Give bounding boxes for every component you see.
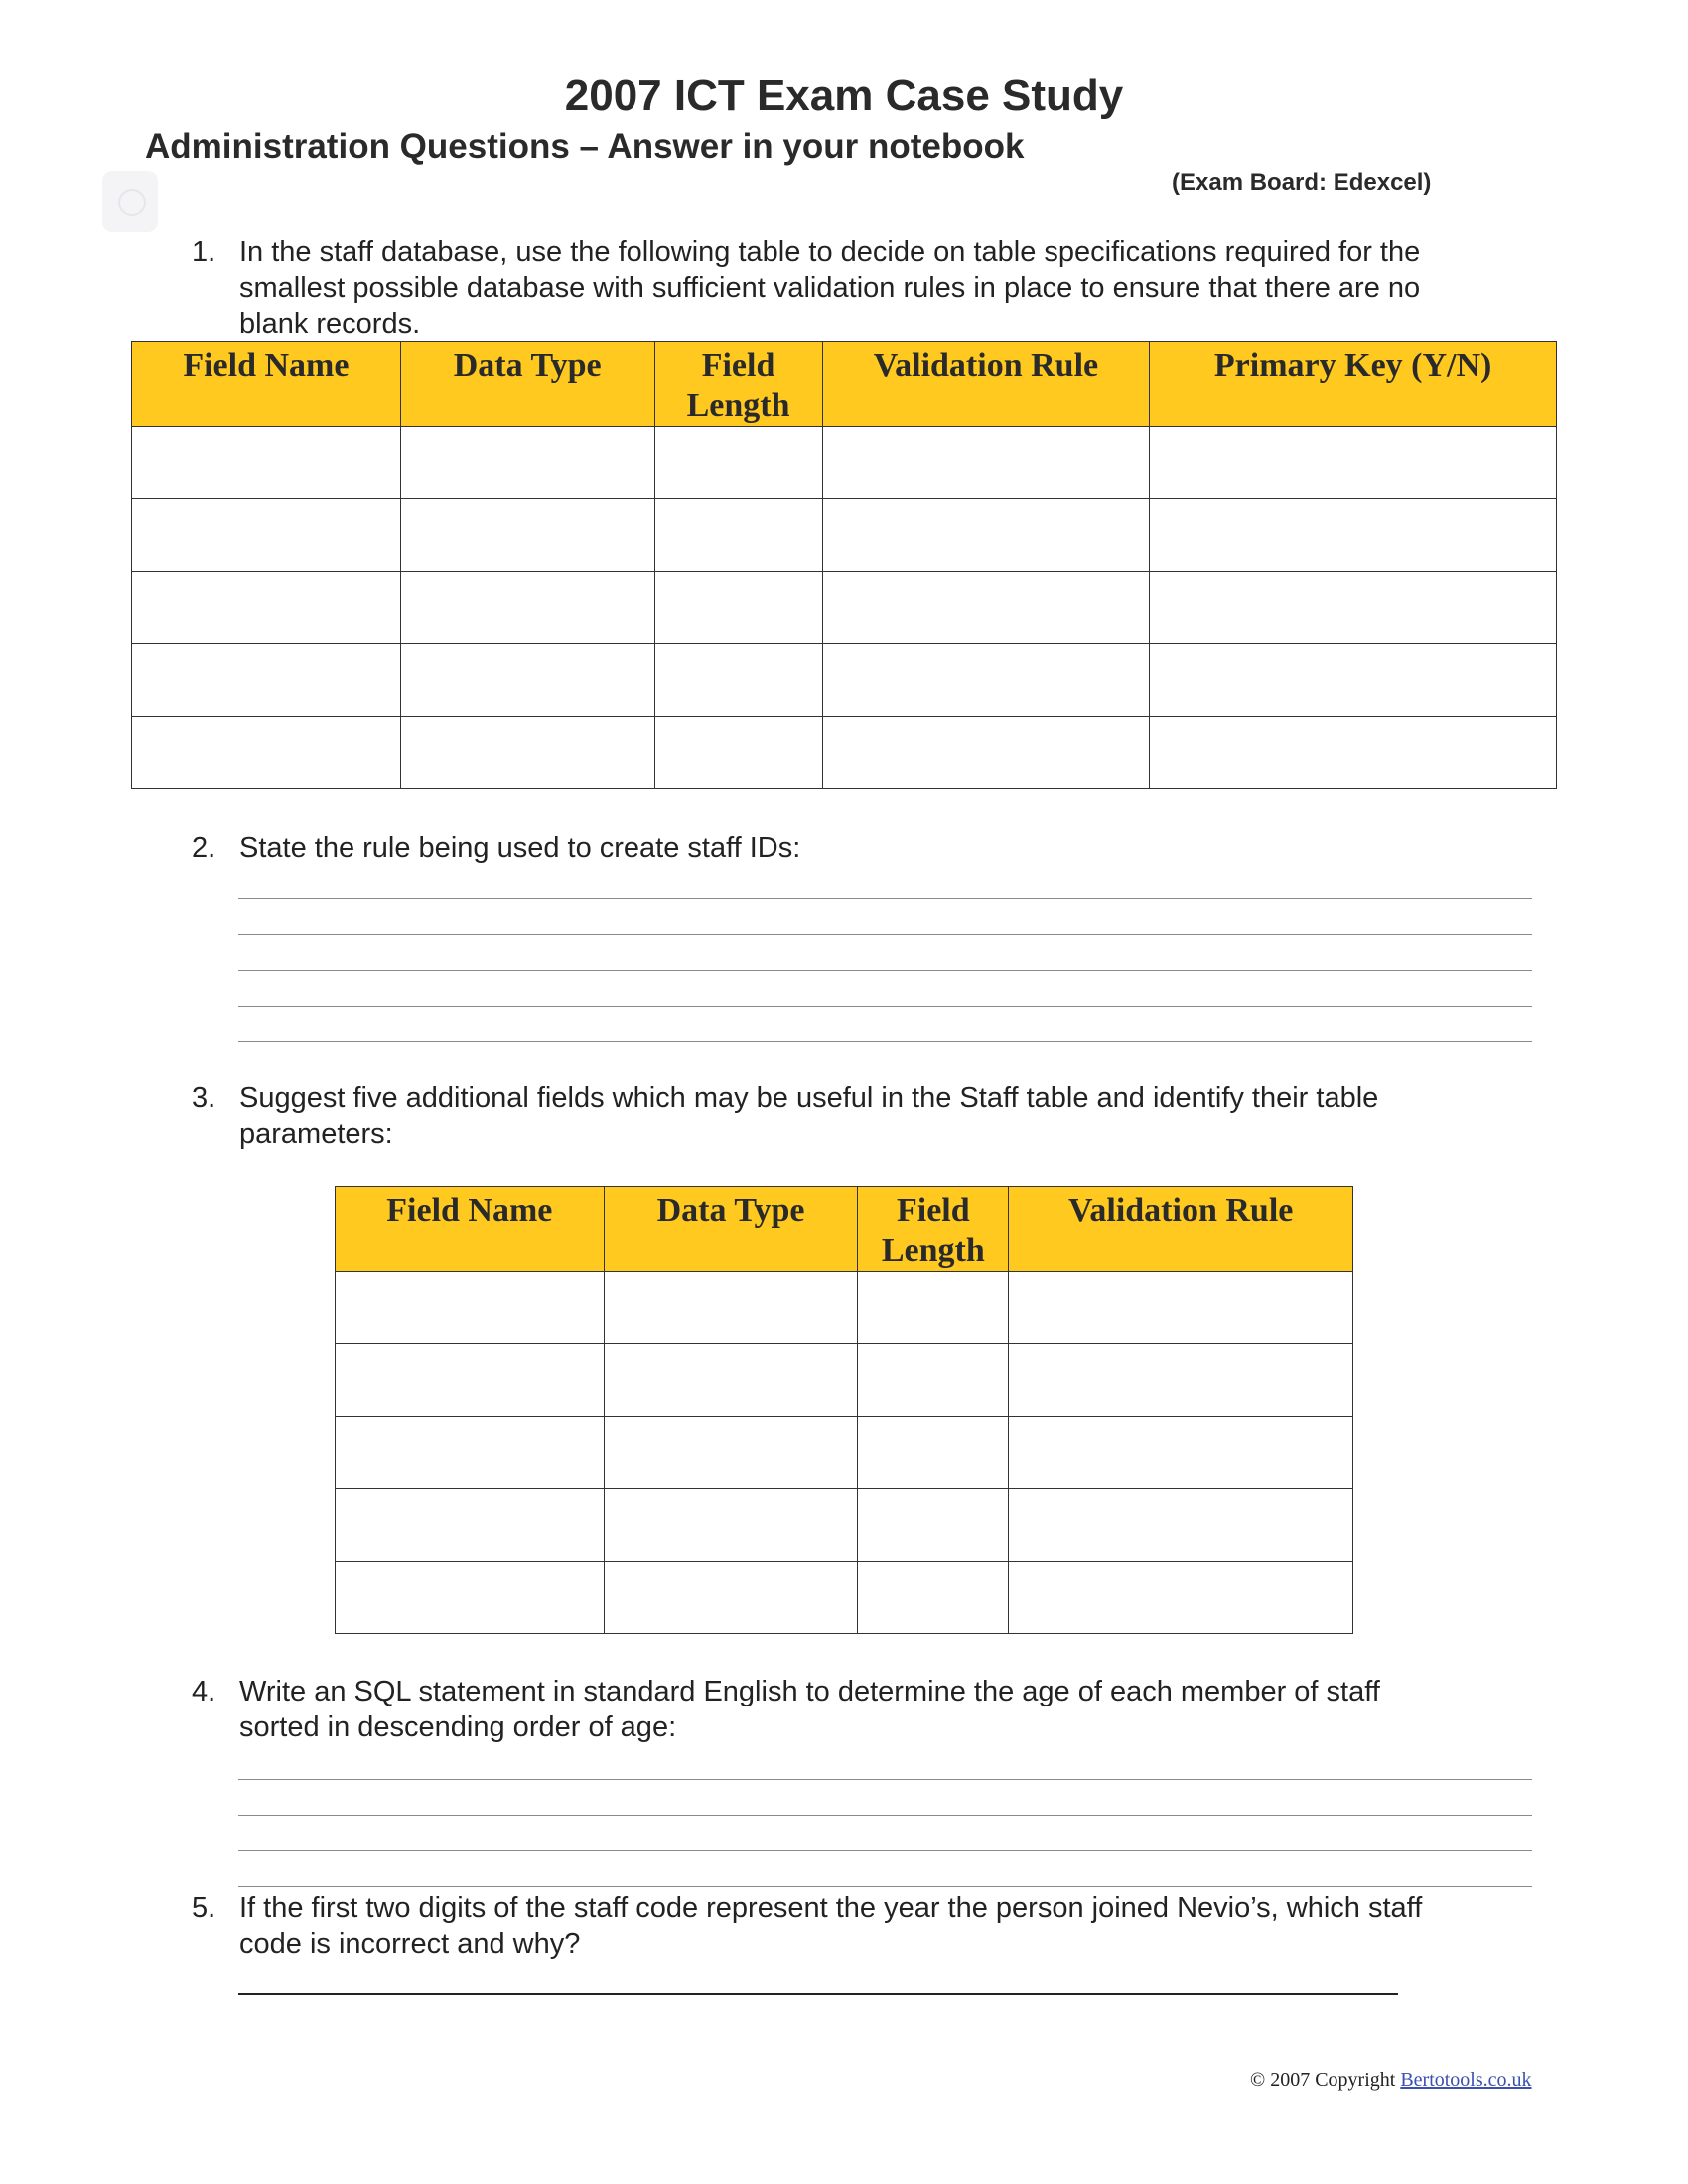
answer-line[interactable] — [238, 1850, 1532, 1851]
column-header-field-name: Field Name — [336, 1187, 605, 1272]
question-line: If the first two digits of the staff code represent the year the person joined Nevio’s, which staff — [239, 1892, 1423, 1924]
table-cell[interactable] — [1150, 717, 1557, 789]
table-cell[interactable] — [654, 499, 822, 572]
table-cell[interactable] — [822, 427, 1150, 499]
answer-line[interactable] — [238, 934, 1532, 935]
table-row — [132, 644, 1557, 717]
table-cell[interactable] — [604, 1417, 858, 1489]
table-header-row — [132, 342, 1557, 427]
table-cell[interactable] — [858, 1344, 1009, 1417]
column-header-field-length: Field Length — [654, 342, 822, 427]
table-cell[interactable] — [1009, 1489, 1353, 1562]
table-row — [336, 1272, 1353, 1344]
answer-line[interactable] — [238, 1993, 1398, 1995]
table-cell[interactable] — [604, 1562, 858, 1634]
question-2 — [192, 830, 1562, 870]
answer-line[interactable] — [238, 1041, 1532, 1042]
table-cell[interactable] — [604, 1344, 858, 1417]
question-line: sorted in descending order of age: — [239, 1711, 677, 1743]
table-cell[interactable] — [132, 427, 401, 499]
table-row — [336, 1489, 1353, 1562]
table-cell[interactable] — [132, 499, 401, 572]
question-number: 4. — [192, 1676, 216, 1707]
table-cell[interactable] — [1150, 427, 1557, 499]
question-text — [239, 1674, 1380, 1745]
exam-board-label: (Exam Board: Edexcel) — [1172, 169, 1432, 196]
question-line: code is incorrect and why? — [239, 1928, 581, 1960]
table-cell[interactable] — [336, 1562, 605, 1634]
question-line: In the staff database, use the following table to decide on table specifications required for the — [239, 236, 1421, 268]
table-cell[interactable] — [604, 1272, 858, 1344]
table-row — [336, 1562, 1353, 1634]
table-header-row — [336, 1187, 1353, 1272]
question-line: Suggest five additional fields which may be useful in the Staff table and identify their table — [239, 1082, 1379, 1114]
question-text: State the rule being used to create staff IDs: — [239, 832, 801, 864]
table-spec-1 — [131, 341, 1557, 789]
faint-logo-icon — [102, 171, 158, 232]
column-header-validation-rule: Validation Rule — [1009, 1187, 1353, 1272]
question-line: smallest possible database with sufficient validation rules in place to ensure that there are no — [239, 272, 1421, 304]
table-cell[interactable] — [400, 572, 654, 644]
table-cell[interactable] — [1009, 1272, 1353, 1344]
question-4 — [192, 1674, 1562, 1749]
table-row — [132, 717, 1557, 789]
table-cell[interactable] — [1009, 1344, 1353, 1417]
table-cell[interactable] — [400, 427, 654, 499]
question-number: 3. — [192, 1082, 216, 1114]
table-cell[interactable] — [1009, 1562, 1353, 1634]
table-cell[interactable] — [858, 1489, 1009, 1562]
table-cell[interactable] — [822, 717, 1150, 789]
column-header-field-name: Field Name — [132, 342, 401, 427]
table-cell[interactable] — [822, 499, 1150, 572]
site-link[interactable]: Bertotools.co.uk — [1400, 2069, 1532, 2091]
table-cell[interactable] — [604, 1489, 858, 1562]
question-3 — [192, 1080, 1562, 1156]
table-cell[interactable] — [336, 1417, 605, 1489]
table-cell[interactable] — [132, 717, 401, 789]
table-cell[interactable] — [1150, 572, 1557, 644]
table-cell[interactable] — [400, 717, 654, 789]
table-cell[interactable] — [1009, 1417, 1353, 1489]
table-cell[interactable] — [1150, 499, 1557, 572]
question-number: 2. — [192, 832, 216, 864]
table-cell[interactable] — [400, 499, 654, 572]
question-number: 1. — [192, 236, 216, 268]
table-cell[interactable] — [336, 1344, 605, 1417]
question-5 — [192, 1890, 1562, 1966]
column-header-validation-rule: Validation Rule — [822, 342, 1150, 427]
table-cell[interactable] — [858, 1417, 1009, 1489]
column-header-data-type: Data Type — [604, 1187, 858, 1272]
page-title: 2007 ICT Exam Case Study — [564, 71, 1124, 120]
table-cell[interactable] — [400, 644, 654, 717]
question-text — [239, 234, 1420, 341]
table-cell[interactable] — [132, 572, 401, 644]
table-cell[interactable] — [654, 427, 822, 499]
table-row — [336, 1417, 1353, 1489]
table-spec-2 — [335, 1186, 1353, 1634]
question-line: Write an SQL statement in standard English to determine the age of each member of staff — [239, 1676, 1380, 1707]
table-cell[interactable] — [336, 1272, 605, 1344]
question-1 — [192, 234, 1562, 343]
table-cell[interactable] — [654, 717, 822, 789]
question-line: parameters: — [239, 1118, 393, 1150]
table-row — [132, 427, 1557, 499]
column-header-primary-key: Primary Key (Y/N) — [1150, 342, 1557, 427]
table-cell[interactable] — [858, 1562, 1009, 1634]
table-cell[interactable] — [822, 572, 1150, 644]
question-text — [239, 1890, 1422, 1962]
answer-line[interactable] — [238, 1779, 1532, 1780]
answer-line[interactable] — [238, 898, 1532, 899]
table-cell[interactable] — [654, 572, 822, 644]
answer-line[interactable] — [238, 1815, 1532, 1816]
answer-line[interactable] — [238, 970, 1532, 971]
table-cell[interactable] — [1150, 644, 1557, 717]
question-text — [239, 1080, 1378, 1152]
footer-copyright — [1250, 2069, 1532, 2092]
question-line: blank records. — [239, 308, 421, 340]
column-header-field-length: Field Length — [858, 1187, 1009, 1272]
table-row — [132, 572, 1557, 644]
answer-line[interactable] — [238, 1886, 1532, 1887]
table-cell[interactable] — [336, 1489, 605, 1562]
answer-line[interactable] — [238, 1006, 1532, 1007]
question-number: 5. — [192, 1892, 216, 1924]
column-header-data-type: Data Type — [400, 342, 654, 427]
table-cell[interactable] — [132, 644, 401, 717]
page-subtitle: Administration Questions – Answer in your notebook — [145, 127, 1025, 166]
table-row — [132, 499, 1557, 572]
copyright-text: © 2007 Copyright — [1250, 2069, 1401, 2091]
table-cell[interactable] — [822, 644, 1150, 717]
table-row — [336, 1344, 1353, 1417]
table-cell[interactable] — [654, 644, 822, 717]
table-cell[interactable] — [858, 1272, 1009, 1344]
